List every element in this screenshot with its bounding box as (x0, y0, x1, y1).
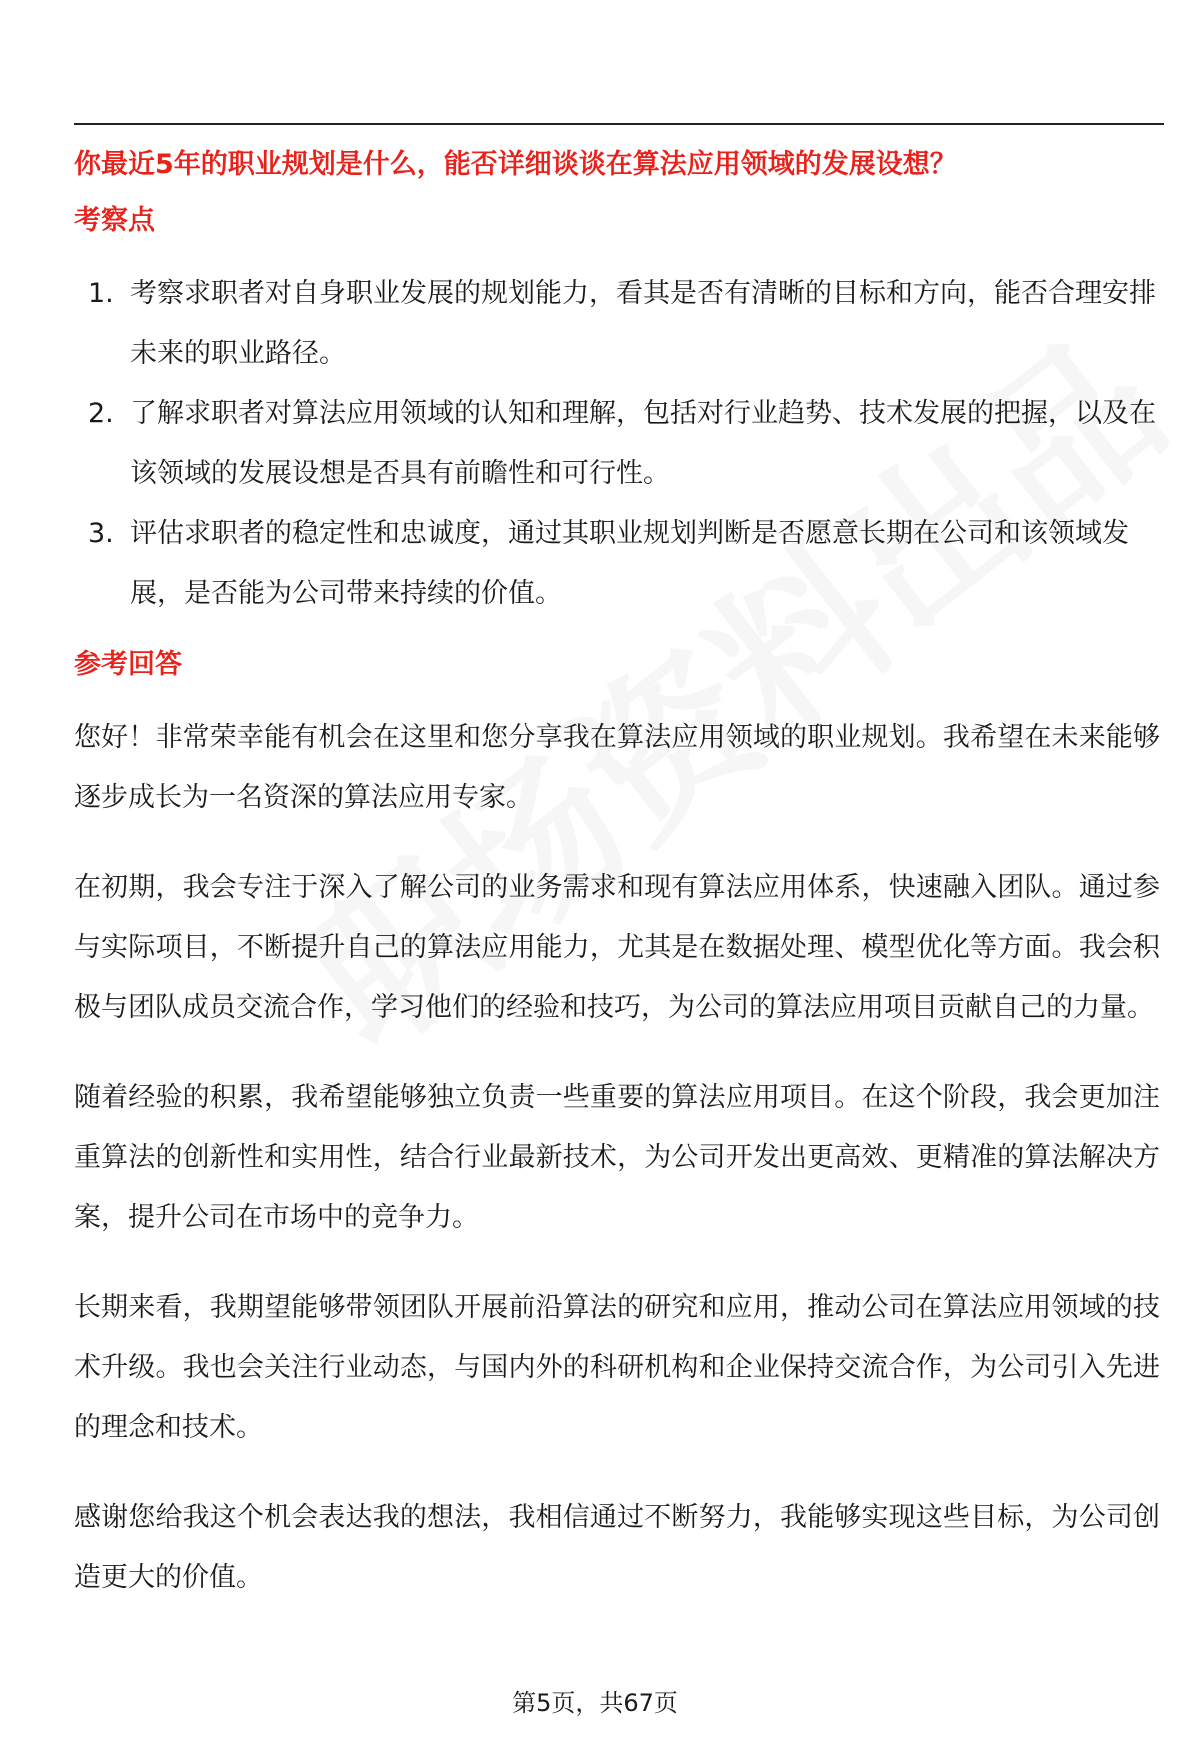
answer-paragraph: 您好！非常荣幸能有机会在这里和您分享我在算法应用领域的职业规划。我希望在未来能够逐步成长为一名资深的算法应用专家。 (74, 722, 1160, 813)
question-title: 你最近5年的职业规划是什么，能否详细谈谈在算法应用领域的发展设想？ (74, 149, 957, 180)
answer-paragraph: 随着经验的积累，我希望能够独立负责一些重要的算法应用项目。在这个阶段，我会更加注重算法的创新性和实用性，结合行业最新技术，为公司开发出更高效、更精准的算法解决方案，提升公司在市场中的竞争力。 (74, 1082, 1160, 1233)
assessment-heading: 考察点 (74, 205, 155, 236)
assessment-item (74, 264, 1160, 384)
answer-paragraph: 长期来看，我期望能够带领团队开展前沿算法的研究和应用，推动公司在算法应用领域的技术升级。我也会关注行业动态，与国内外的科研机构和企业保持交流合作，为公司引入先进的理念和技术。 (74, 1292, 1160, 1443)
answer-paragraph: 感谢您给我这个机会表达我的想法，我相信通过不断努力，我能够实现这些目标，为公司创造更大的价值。 (74, 1502, 1160, 1593)
assessment-list (74, 264, 1160, 624)
assessment-item (74, 504, 1160, 624)
item-number: 3. (88, 518, 114, 549)
answer-paragraph: 在初期，我会专注于深入了解公司的业务需求和现有算法应用体系，快速融入团队。通过参与实际项目，不断提升自己的算法应用能力，尤其是在数据处理、模型优化等方面。我会积极与团队成员交流合作，学习他们的经验和技巧，为公司的算法应用项目贡献自己的力量。 (74, 872, 1160, 1023)
content-area (74, 140, 1160, 1608)
item-text: 评估求职者的稳定性和忠诚度，通过其职业规划判断是否愿意长期在公司和该领域发展，是否能为公司带来持续的价值。 (130, 518, 1129, 609)
page-number: 第5页，共67页 (512, 1689, 678, 1717)
top-divider (74, 123, 1164, 125)
item-text: 考察求职者对自身职业发展的规划能力，看其是否有清晰的目标和方向，能否合理安排未来的职业路径。 (130, 278, 1156, 369)
item-number: 2. (88, 398, 114, 429)
item-number: 1. (88, 278, 114, 309)
assessment-item (74, 384, 1160, 504)
answer-heading: 参考回答 (74, 649, 182, 680)
item-text: 了解求职者对算法应用领域的认知和理解，包括对行业趋势、技术发展的把握，以及在该领域的发展设想是否具有前瞻性和可行性。 (130, 398, 1156, 489)
